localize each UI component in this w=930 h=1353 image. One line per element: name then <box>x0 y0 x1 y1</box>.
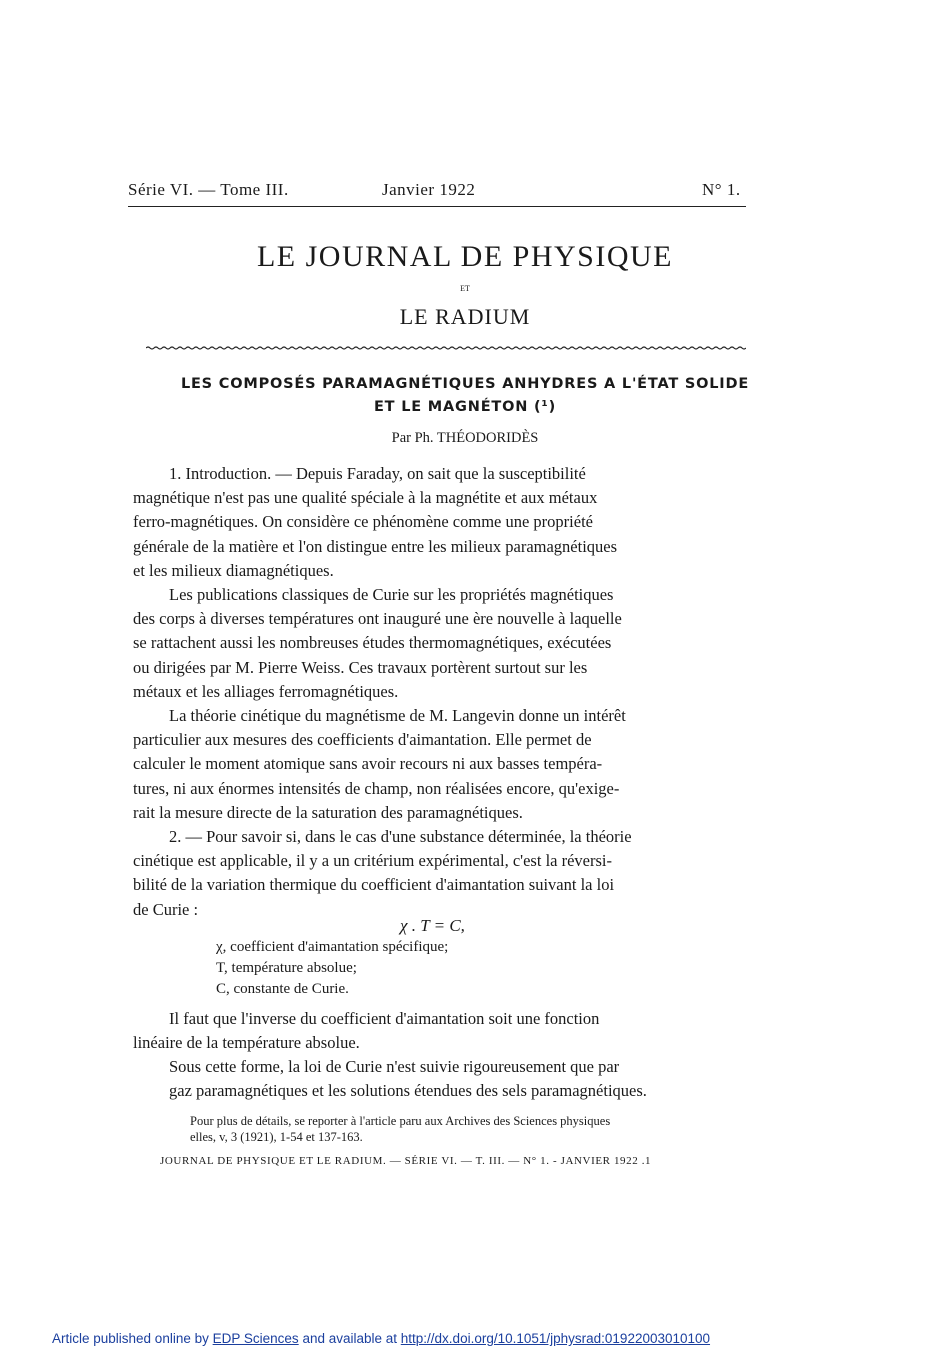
text-line: 2. — Pour savoir si, dans le cas d'une substance déterminée, la théorie <box>169 827 632 846</box>
definition-t: T, température absolue; <box>216 960 357 976</box>
publication-middle: and available at <box>302 1331 398 1346</box>
article-title-line1: LES COMPOSÉS PARAMAGNÉTIQUES ANHYDRES A L'ÉTAT SOLIDE <box>180 376 750 392</box>
paragraph-curie <box>133 583 754 704</box>
text-line: magnétique n'est pas une qualité spéciale à la magnétite et aux métaux <box>133 488 598 508</box>
text-line: Sous cette forme, la loi de Curie n'est suivie rigoureusement que par <box>169 1057 620 1076</box>
text-line: de Curie : <box>133 899 199 919</box>
text-line: des corps à diverses températures ont inauguré une ère nouvelle à laquelle <box>133 609 622 629</box>
doi-link[interactable]: http://dx.doi.org/10.1051/jphysrad:01922003010100 <box>400 1331 711 1346</box>
text-line: cinétique est applicable, il y a un critérium expérimental, c'est la réversi- <box>133 851 612 871</box>
paragraph-inverse <box>133 1007 754 1055</box>
footnote-line2: elles, v, 3 (1921), 1-54 et 137-163. <box>190 1130 363 1144</box>
decorative-wavy-rule <box>146 346 746 350</box>
text-line: Il faut que l'inverse du coefficient d'aimantation soit une fonction <box>169 1009 600 1028</box>
text-line: 1. Introduction. — Depuis Faraday, on sait que la susceptibilité <box>169 464 586 483</box>
journal-title: LE JOURNAL DE PHYSIQUE <box>256 240 674 273</box>
text-line: et les milieux diamagnétiques. <box>133 560 334 580</box>
paragraph-gases <box>133 1055 754 1103</box>
issue-number: N° 1. <box>702 180 741 199</box>
text-line: linéaire de la température absolue. <box>133 1033 360 1053</box>
text-line: se rattachent aussi les nombreuses études thermomagnétiques, exécutées <box>133 633 612 653</box>
article-author: Par Ph. THÉODORIDÈS <box>391 430 539 446</box>
text-line: rait la mesure directe de la saturation des paramagnétiques. <box>133 802 523 822</box>
publication-notice <box>52 1331 710 1346</box>
running-footer: JOURNAL DE PHYSIQUE ET LE RADIUM. — SÉRIE VI. — T. III. — N° 1. - JANVIER 1922 .1 <box>160 1155 652 1167</box>
text-line: particulier aux mesures des coefficients d'aimantation. Elle permet de <box>133 730 592 750</box>
text-line: générale de la matière et l'on distingue entre les milieux paramagnétiques <box>133 536 618 556</box>
text-line: bilité de la variation thermique du coefficient d'aimantation suivant la loi <box>133 875 615 895</box>
text-line: Les publications classiques de Curie sur les propriétés magnétiques <box>169 585 614 604</box>
text-line: La théorie cinétique du magnétisme de M. Langevin donne un intérêt <box>169 706 626 725</box>
text-line: ou dirigées par M. Pierre Weiss. Ces travaux portèrent surtout sur les <box>133 657 588 677</box>
paragraph-introduction <box>133 462 754 583</box>
definition-c: C, constante de Curie. <box>216 981 349 997</box>
footnote-line1: Pour plus de détails, se reporter à l'article paru aux Archives des Sciences physiques <box>190 1114 611 1128</box>
text-line: calculer le moment atomique sans avoir recours ni aux basses tempéra- <box>133 754 603 774</box>
text-line: gaz paramagnétiques et les solutions étendues des sels paramagnétiques. <box>169 1081 647 1101</box>
article-title-line2: ET LE MAGNÉTON (¹) <box>373 399 557 415</box>
definition-chi: χ, coefficient d'aimantation spécifique; <box>216 939 449 955</box>
text-line: métaux et les alliages ferromagnétiques. <box>133 681 399 701</box>
journal-conjunction: ET <box>460 284 470 293</box>
issue-date: Janvier 1922 <box>382 180 476 199</box>
publisher-link[interactable]: EDP Sciences <box>212 1331 299 1346</box>
text-line: tures, ni aux énormes intensités de champ, non réalisées encore, qu'exige- <box>133 778 620 798</box>
publication-prefix: Article published online by <box>52 1331 209 1346</box>
journal-subtitle: LE RADIUM <box>399 304 531 329</box>
curie-law-formula: χ . T = C, <box>400 916 465 935</box>
header-rule <box>128 206 746 207</box>
paragraph-langevin <box>133 704 754 825</box>
text-line: ferro-magnétiques. On considère ce phénomène comme une propriété <box>133 512 593 532</box>
paragraph-criterion <box>133 825 754 922</box>
series-label: Série VI. — Tome III. <box>128 180 289 199</box>
